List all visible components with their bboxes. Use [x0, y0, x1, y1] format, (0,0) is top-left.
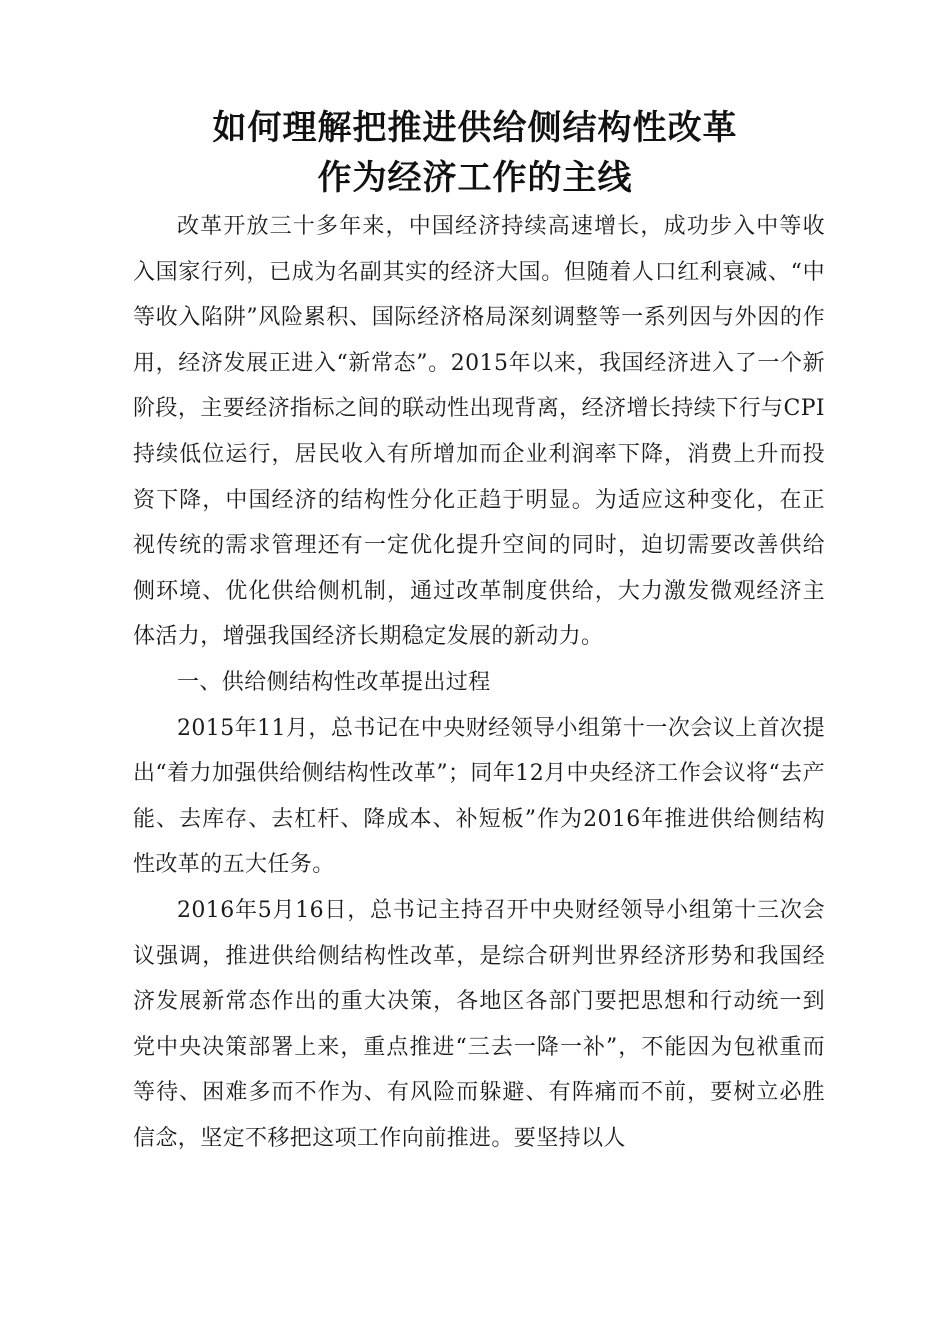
paragraph-2016: 2016年5月16日，总书记主持召开中央财经领导小组第十三次会议强调，推进供给侧结构性改革，是综合研判世界经济形势和我国经济发展新常态作出的重大决策，各地区各部门要把思想和行动统一到党中央决策部署上来，重点推进“三去一降一补”，不能因为包袱重而等待、困难多而不作为、有风险而躲避、有阵痛而不前，要树立必胜信念，坚定不移把这项工作向前推进。要坚持以人 — [133, 897, 825, 1151]
document-title-line-2: 作为经济工作的主线 — [317, 158, 633, 198]
document-body — [133, 204, 825, 1161]
paragraph-2015: 2015年11月，总书记在中央财经领导小组第十一次会议上首次提出“着力加强供给侧结构性改革”；同年12月中央经济工作会议将“去产能、去库存、去杠杆、降成本、补短板”作为2016年推进供给侧结构性改革的五大任务。 — [133, 715, 825, 878]
section-heading-1: 一、供给侧结构性改革提出过程 — [177, 669, 491, 695]
document-title-line-1: 如何理解把推进供给侧结构性改革 — [212, 108, 738, 148]
paragraph-intro: 改革开放三十多年来，中国经济持续高速增长，成功步入中等收入国家行列，已成为名副其实的经济大国。但随着人口红利衰减、“中等收入陷阱”风险累积、国际经济格局深刻调整等一系列因与外因的作用，经济发展正进入“新常态”。2015年以来，我国经济进入了一个新阶段，主要经济指标之间的联动性出现背离，经济增长持续下行与CPI持续低位运行，居民收入有所增加而企业利润率下降，消费上升而投资下降，中国经济的结构性分化正趋于明显。为适应这种变化，在正视传统的需求管理还有一定优化提升空间的同时，迫切需要改善供给侧环境、优化供给侧机制，通过改革制度供给，大力激发微观经济主体活力，增强我国经济长期稳定发展的新动力。 — [133, 214, 825, 650]
